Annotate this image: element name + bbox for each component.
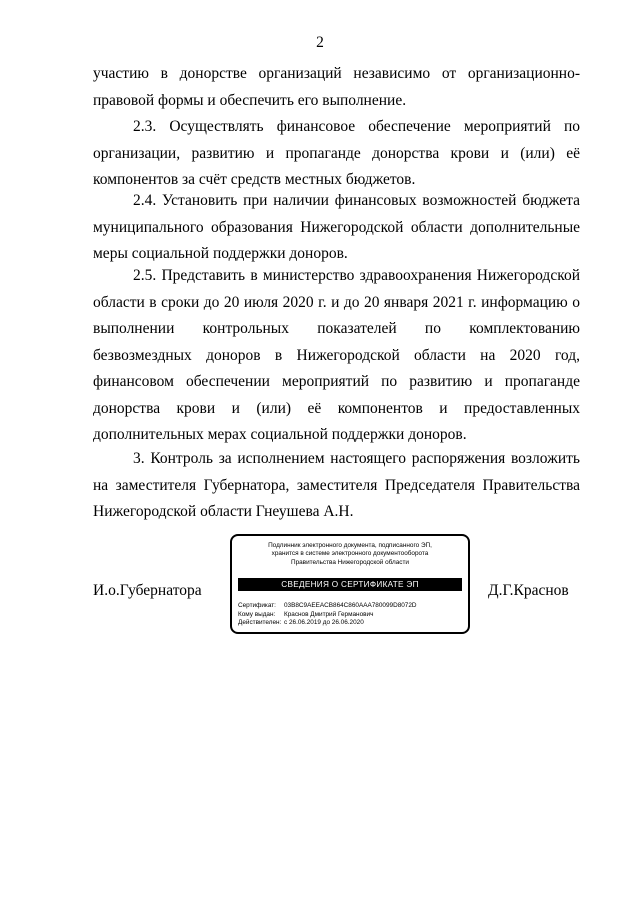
stamp-owner-value: Краснов Дмитрий Германович — [284, 610, 374, 618]
stamp-cert-label: Сертификат: — [238, 602, 276, 609]
stamp-owner-row — [238, 611, 417, 620]
stamp-header-line: Правительства Нижегородской области — [290, 558, 410, 566]
stamp-cert-value: 03B8C9AEEACB864C860AAA780099D8072D — [284, 602, 417, 609]
paragraph-2-3: 2.3. Осуществлять финансовое обеспечение мероприятий по организации, развитию и пропаганде донорства крови и (или) её компонентов за счёт средств местных бюджетов. — [93, 118, 580, 188]
stamp-owner-label: Кому выдан: — [238, 610, 276, 618]
stamp-cert-row — [238, 602, 417, 611]
signatory-name: Д.Г.Краснов — [488, 582, 569, 599]
paragraph-3: 3. Контроль за исполнением настоящего распоряжения возложить на заместителя Губернатора, заместителя Председателя Правительства Нижегородской области Гнеушева А.Н. — [93, 450, 580, 520]
stamp-title: СВЕДЕНИЯ О СЕРТИФИКАТЕ ЭП — [238, 578, 462, 591]
paragraph-2-4: 2.4. Установить при наличии финансовых возможностей бюджета муниципального образования Нижегородской области дополнительные меры социальной поддержки доноров. — [93, 192, 580, 262]
stamp-valid-row — [238, 619, 417, 628]
paragraph-continuation: участию в донорстве организаций независимо от организационно-правовой формы и обеспечить его выполнение. — [93, 65, 580, 109]
page-number: 2 — [316, 34, 324, 51]
signatory-position: И.о.Губернатора — [93, 582, 202, 599]
electronic-signature-stamp — [230, 534, 470, 634]
stamp-header-line: Подлинник электронного документа, подписанного ЭП, — [268, 542, 432, 549]
stamp-header-line: хранится в системе электронного документооборота — [271, 550, 429, 558]
stamp-valid-label: Действителен: — [238, 619, 282, 627]
paragraph-2-5: 2.5. Представить в министерство здравоохранения Нижегородской области в сроки до 20 июля 2020 г. и до 20 января 2021 г. информацию о выполнении контрольных показателей по комплектованию безвозмездных доноров в Нижегородской области на 2020 год, финансовом обеспечении мероприятий по развитию и пропаганде донорства крови и (или) её компонентов и предоставленных дополнительных мерах социальной поддержки доноров. — [93, 267, 580, 443]
stamp-details — [238, 602, 417, 628]
stamp-valid-value: с 26.06.2019 до 26.06.2020 — [284, 619, 364, 627]
stamp-header — [232, 542, 468, 567]
